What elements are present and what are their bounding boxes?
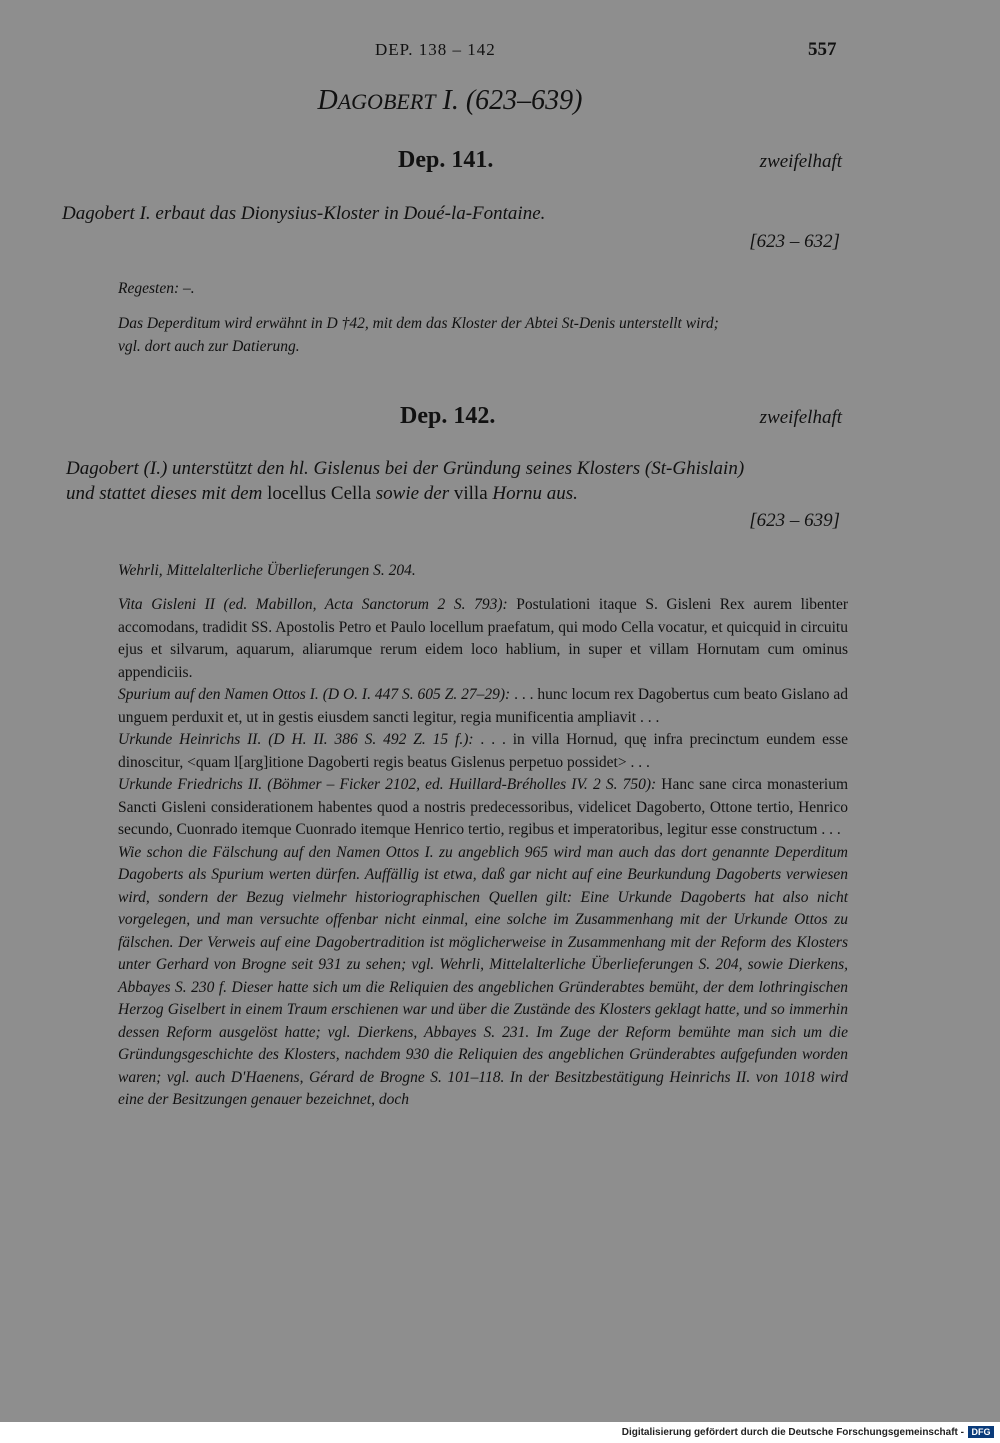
dep141-summary: Dagobert I. erbaut das Dionysius-Kloster in Doué-la-Fontaine. — [62, 203, 546, 224]
source-urkunde-friedrich: Urkunde Friedrichs II. (Böhmer – Ficker 2102, ed. Huillard-Bréholles IV. 2 S. 750): Hanc sane circa monasterium Sancti Gisleni considerationem habentes quod a nostris predecessoribus, videlicet Dagoberto, Ottone tertio, Henrico secundo, Cuonrado itemque Cuonrado itemque Henrico tertio, regibus et imperatoribus, legitur esse constructum . . . — [118, 776, 848, 838]
dep142-summary-line1: Dagobert (I.) unterstützt den hl. Gislenus bei der Gründung seines Klosters (St-Ghislain) — [66, 458, 745, 479]
dep141-comment-line1: Das Deperditum wird erwähnt in D †42, mit dem das Kloster der Abtei St-Denis unterstellt wird; — [118, 315, 719, 332]
dep141-date: [623 – 632] — [749, 231, 840, 252]
source-vita-gisleni: Vita Gisleni II (ed. Mabillon, Acta Sanctorum 2 S. 793): Postulationi itaque S. Gisleni Rex aurem libenter accomodans, tradidit SS. Apostolis Petro et Paulo locellum praefatum, qui modo Cella vocatur, et quicquid in circuitu ejus et silvarum, aquarum, aliarumque rerum eidem loco hablium, in super et villam Hornutam cum ominus appendiciis. — [118, 596, 848, 681]
title-initial: D — [317, 85, 338, 116]
source-urkunde-heinrich: Urkunde Heinrichs II. (D H. II. 386 S. 492 Z. 15 f.): . . . in villa Hornud, quę infra precinctum eundem esse dinoscitur, <quam l[arg]itione Dagoberti regis beatus Gislenus perpetuo possidet> . . . — [118, 731, 848, 771]
source-spurium-otto: Spurium auf den Namen Ottos I. (D O. I. 447 S. 605 Z. 27–29): . . . hunc locum rex Dagobertus cum beato Gislano ad unguem perduxit et, ut in gestis eiusdem sancti legitur, regia munificentia ampliavit . . . — [118, 686, 848, 726]
page-number: 557 — [808, 39, 837, 60]
footer-bar — [0, 1422, 1000, 1443]
dep141-regesten: Regesten: –. — [118, 280, 195, 297]
dep142-heading: Dep. 142. — [400, 403, 496, 429]
dep141-status: zweifelhaft — [759, 151, 842, 172]
dep142-commentary: Wie schon die Fälschung auf den Namen Ottos I. zu angeblich 965 wird man auch das dort genannte Deperditum Dagoberts als Spurium werten dürfen. Auffällig ist etwa, daß gar nicht auf eine Beurkundung Dagoberts verwiesen wird, sondern der Bezug vielmehr historiographischen Quellen gilt: Eine Urkunde Dagoberts hat also nicht vorgelegen, und man versuchte offenbar nicht einmal, eine solche im Zusammenhang mit der Urkunde Ottos zu fälschen. Der Verweis auf eine Dagobertradition ist möglicherweise in Zusammenhang mit der Reform des Klosters unter Gerhard von Brogne seit 931 zu sehen; vgl. Wehrli, Mittelalterliche Überlieferungen S. 204, sowie Dierkens, Abbayes S. 230 f. Dieser hatte sich um die Reliquien des angeblichen Gründerabtes bemüht, der dem lothringischen Herzog Giselbert in einem Traum erschienen war und über die Zustände des Klosters geklagt hatte, und so immerhin dessen Reform ausgelöst hatte; vgl. Dierkens, Abbayes S. 231. Im Zuge der Reform bemühte man sich um die Gründungsgeschichte des Klosters, nachdem 930 die Reliquien des angeblichen Gründerabtes aufgefunden worden waren; vgl. auch D'Haenens, Gérard de Brogne S. 101–118. In der Besitzbestätigung Heinrichs II. von 1018 wird eine der Besitzungen genauer bezeichnet, doch — [118, 843, 848, 1108]
dep142-summary-line2: und stattet dieses mit dem locellus Cella sowie der villa Hornu aus. — [66, 483, 578, 504]
dfg-logo-icon: DFG — [968, 1426, 994, 1438]
dep141-heading: Dep. 141. — [398, 147, 494, 173]
dep142-date: [623 – 639] — [749, 510, 840, 531]
dep142-status: zweifelhaft — [759, 407, 842, 428]
running-head: DEP. 138 – 142 — [375, 40, 496, 59]
dep142-sources — [118, 594, 848, 1112]
page-title — [0, 85, 900, 117]
title-suffix: I. (623–639) — [442, 85, 583, 116]
title-name: AGOBERT — [337, 89, 436, 114]
funding-credit: Digitalisierung gefördert durch die Deutsche Forschungsgemeinschaft - — [621, 1427, 964, 1438]
dep142-literature: Wehrli, Mittelalterliche Überlieferungen S. 204. — [118, 562, 416, 579]
dep141-comment-line2: vgl. dort auch zur Datierung. — [118, 338, 300, 355]
